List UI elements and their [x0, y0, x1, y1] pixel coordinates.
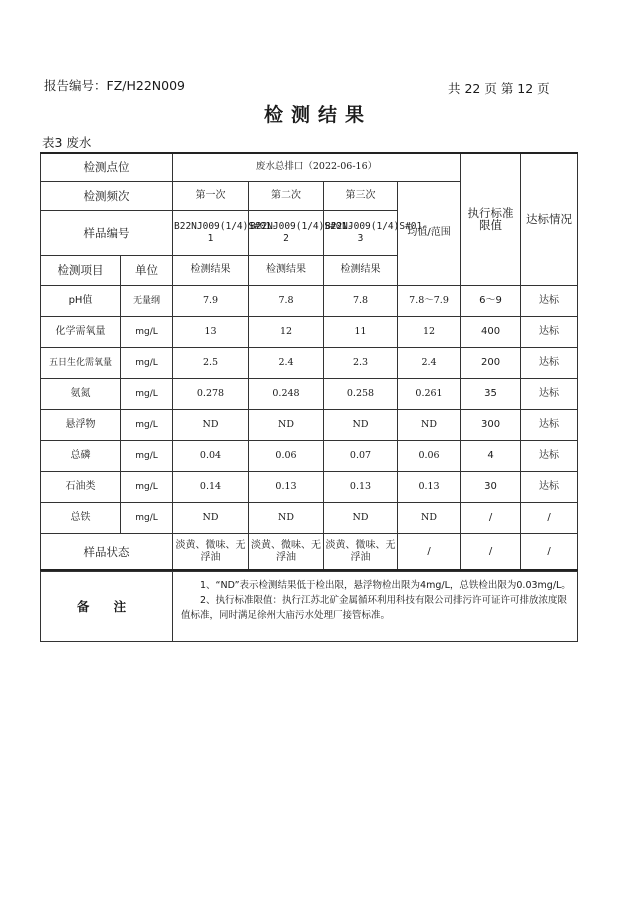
- result-1: 13: [173, 316, 249, 347]
- standard-value: 6～9: [461, 285, 521, 316]
- frequency-2: 第二次: [249, 181, 324, 210]
- report-number: 报告编号：FZ/H22N009: [44, 78, 185, 93]
- item-unit: mg/L: [121, 409, 173, 440]
- notes-table: [40, 569, 578, 642]
- sample-state-row: [41, 533, 578, 571]
- result-2: 0.248: [249, 378, 324, 409]
- result-1: 7.9: [173, 285, 249, 316]
- sample-id-1: B22NJ009(1/4)S#01-1: [173, 210, 249, 255]
- compliance-value: 达标: [521, 378, 578, 409]
- compliance-value: 达标: [521, 409, 578, 440]
- item-name: 氨氮: [41, 378, 121, 409]
- note-1: 1、“ND”表示检测结果低于检出限，悬浮物检出限为4mg/L，总铁检出限为0.03mg/L。: [200, 580, 571, 591]
- standard-header: 执行标准限值: [461, 153, 521, 285]
- average-value: 7.8～7.9: [398, 285, 461, 316]
- sample-state-2: 淡黄、微味、无浮油: [249, 533, 324, 571]
- result-2: 0.13: [249, 471, 324, 502]
- compliance-value: /: [521, 502, 578, 533]
- sample-id-2: B22NJ009(1/4)S#01-2: [249, 210, 324, 255]
- point-value: 废水总排口（2022-06-16）: [173, 153, 461, 181]
- result-table: [40, 152, 578, 572]
- average-value: 0.13: [398, 471, 461, 502]
- table-caption: 表3 废水: [42, 135, 92, 150]
- table-row: [41, 316, 578, 347]
- unit-header: 单位: [121, 255, 173, 285]
- average-value: 12: [398, 316, 461, 347]
- standard-value: 4: [461, 440, 521, 471]
- compliance-header: 达标情况: [521, 153, 578, 285]
- frequency-1: 第一次: [173, 181, 249, 210]
- point-label: 检测点位: [41, 153, 173, 181]
- sample-state-compliance: /: [521, 533, 578, 571]
- item-name: 总铁: [41, 502, 121, 533]
- table-row: [41, 440, 578, 471]
- sample-state-standard: /: [461, 533, 521, 571]
- item-name: 石油类: [41, 471, 121, 502]
- item-unit: mg/L: [121, 440, 173, 471]
- table-row: [41, 347, 578, 378]
- standard-value: 300: [461, 409, 521, 440]
- result-1: 0.14: [173, 471, 249, 502]
- compliance-value: 达标: [521, 316, 578, 347]
- compliance-value: 达标: [521, 285, 578, 316]
- standard-value: 30: [461, 471, 521, 502]
- sample-state-average: /: [398, 533, 461, 571]
- standard-value: /: [461, 502, 521, 533]
- result-header-2: 检测结果: [249, 255, 324, 285]
- standard-value: 35: [461, 378, 521, 409]
- sample-state-label: 样品状态: [41, 533, 173, 571]
- compliance-value: 达标: [521, 471, 578, 502]
- result-3: 2.3: [324, 347, 398, 378]
- item-unit: mg/L: [121, 347, 173, 378]
- notes-content: [173, 570, 578, 642]
- result-1: ND: [173, 409, 249, 440]
- table-row: [41, 409, 578, 440]
- result-2: ND: [249, 502, 324, 533]
- item-unit: mg/L: [121, 378, 173, 409]
- result-3: 0.07: [324, 440, 398, 471]
- frequency-label: 检测频次: [41, 181, 173, 210]
- item-name: 化学需氧量: [41, 316, 121, 347]
- result-2: 7.8: [249, 285, 324, 316]
- item-unit: mg/L: [121, 471, 173, 502]
- result-1: 2.5: [173, 347, 249, 378]
- result-2: 12: [249, 316, 324, 347]
- result-3: 7.8: [324, 285, 398, 316]
- average-value: 2.4: [398, 347, 461, 378]
- standard-value: 400: [461, 316, 521, 347]
- sample-id-label: 样品编号: [41, 210, 173, 255]
- sample-state-3: 淡黄、微味、无浮油: [324, 533, 398, 571]
- result-3: ND: [324, 409, 398, 440]
- table-row: [41, 285, 578, 316]
- result-2: ND: [249, 409, 324, 440]
- result-2: 0.06: [249, 440, 324, 471]
- compliance-value: 达标: [521, 440, 578, 471]
- result-header-1: 检测结果: [173, 255, 249, 285]
- item-name: pH值: [41, 285, 121, 316]
- compliance-value: 达标: [521, 347, 578, 378]
- average-value: ND: [398, 409, 461, 440]
- item-header: 检测项目: [41, 255, 121, 285]
- table-row: [41, 378, 578, 409]
- result-header-3: 检测结果: [324, 255, 398, 285]
- result-3: 0.258: [324, 378, 398, 409]
- average-value: 0.261: [398, 378, 461, 409]
- item-name: 五日生化需氧量: [41, 347, 121, 378]
- average-value: ND: [398, 502, 461, 533]
- page-title: 检测结果: [263, 104, 372, 126]
- item-unit: mg/L: [121, 502, 173, 533]
- average-header: 均值/范围: [398, 181, 461, 285]
- result-3: 11: [324, 316, 398, 347]
- result-3: 0.13: [324, 471, 398, 502]
- item-name: 总磷: [41, 440, 121, 471]
- sample-state-1: 淡黄、微味、无浮油: [173, 533, 249, 571]
- result-1: 0.278: [173, 378, 249, 409]
- item-unit: 无量纲: [121, 285, 173, 316]
- result-1: ND: [173, 502, 249, 533]
- note-2: 2、执行标准限值：执行江苏北矿金属循环利用科技有限公司排污许可证许可排放浓度限值标准，同时满足徐州大庙污水处理厂接管标准。: [181, 595, 568, 621]
- sample-id-3: B22NJ009(1/4)S#01-3: [324, 210, 398, 255]
- item-name: 悬浮物: [41, 409, 121, 440]
- standard-value: 200: [461, 347, 521, 378]
- table-row: [41, 502, 578, 533]
- item-unit: mg/L: [121, 316, 173, 347]
- table-row: [41, 471, 578, 502]
- page-info: 共 22 页 第 12 页: [448, 81, 550, 96]
- notes-label: 备 注: [41, 570, 173, 642]
- frequency-3: 第三次: [324, 181, 398, 210]
- result-3: ND: [324, 502, 398, 533]
- average-value: 0.06: [398, 440, 461, 471]
- result-1: 0.04: [173, 440, 249, 471]
- result-2: 2.4: [249, 347, 324, 378]
